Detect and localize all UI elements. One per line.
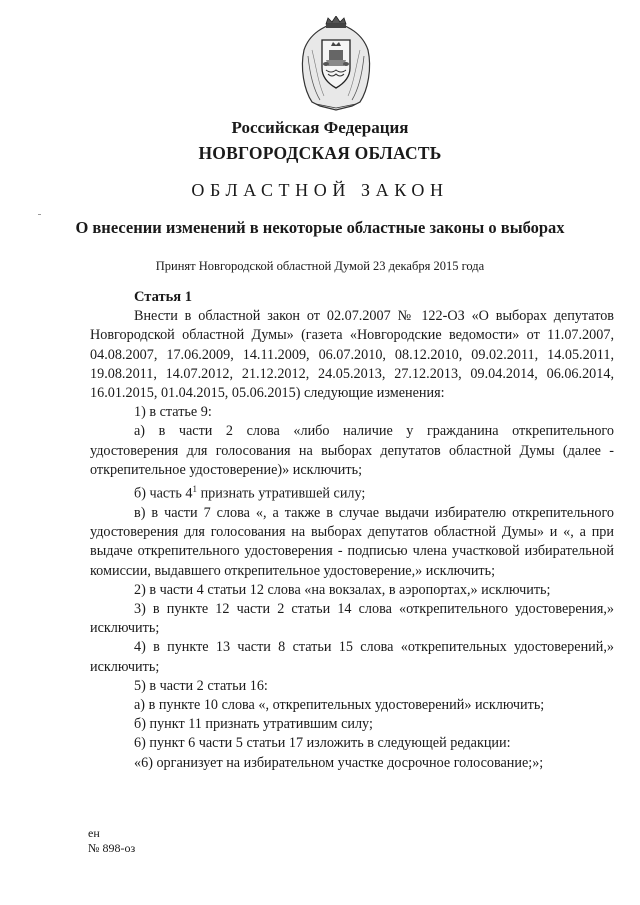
paragraph xyxy=(90,480,614,504)
paragraph-text: признать утратившей силу; xyxy=(197,485,366,502)
paragraph: 3) в пункте 12 части 2 статьи 14 слова «открепительного удостоверения,» исключить; xyxy=(90,600,614,637)
coat-of-arms-icon xyxy=(296,16,376,112)
paragraph: 5) в части 2 статьи 16: xyxy=(134,677,268,694)
paragraph: «6) организует на избирательном участке досрочное голосование;»; xyxy=(134,754,544,771)
paragraph: 6) пункт 6 части 5 статьи 17 изложить в следующей редакции: xyxy=(134,735,511,752)
region-heading: НОВГОРОДСКАЯ ОБЛАСТЬ xyxy=(198,143,442,163)
paragraph: а) в части 2 слова «либо наличие у гражданина открепительного удостоверения для голосования на выборах депутатов областной Думы (далее - открепительное удостоверение)» исключить; xyxy=(90,423,614,478)
law-title: О внесении изменений в некоторые областные законы о выборах xyxy=(75,218,565,237)
paragraph: 1) в статье 9: xyxy=(134,404,212,421)
paragraph: Внести в областной закон от 02.07.2007 № 122-ОЗ «О выборах депутатов Новгородской областной Думы» (газета «Новгородские ведомости» от 11.07.2007, 04.08.2007, 17.06.2009, 14.11.2009, 06.07.2010, 08.12.2010, 09.02.2011, 14.05.2011, 19.08.2011, 14.07.2012, 21.12.2012, 24.05.2013, 27.12.2013, 09.04.2014, 06.06.2014, 16.01.2015, 01.04.2015, 05.06.2015) следующие изменения: xyxy=(90,308,614,402)
law-type-heading: ОБЛАСТНОЙ ЗАКОН xyxy=(191,180,449,200)
article-heading: Статья 1 xyxy=(134,289,192,305)
footer-mark xyxy=(88,826,135,856)
law-number: № 898-оз xyxy=(88,841,136,855)
paragraph: 2) в части 4 статьи 12 слова «на вокзалах, в аэропортах,» исключить; xyxy=(134,581,551,598)
paragraph: 4) в пункте 13 части 8 статьи 15 слова «открепительных удостоверений,» исключить; xyxy=(90,639,614,675)
paragraph: в) в части 7 слова «, а также в случае выдачи избирателю открепительного удостоверения для голосования на выборах депутатов областной Думы» и «, а при выдаче открепительного удостоверения - подписью члена участковой избирательной комиссии, выдавшего открепительное удостоверение,» исключить; xyxy=(90,504,614,579)
margin-mark xyxy=(38,214,41,215)
superscript: 1 xyxy=(192,484,198,495)
adoption-line: Принят Новгородской областной Думой 23 декабря 2015 года xyxy=(155,259,485,273)
paragraph: б) пункт 11 признать утратившим силу; xyxy=(134,716,373,733)
federation-heading: Российская Федерация xyxy=(231,118,409,137)
footer-initials: ен xyxy=(88,826,100,840)
paragraph-text: б) часть 4 xyxy=(134,485,193,502)
article-body xyxy=(90,288,614,773)
paragraph: а) в пункте 10 слова «, открепительных удостоверений» исключить; xyxy=(134,697,545,713)
